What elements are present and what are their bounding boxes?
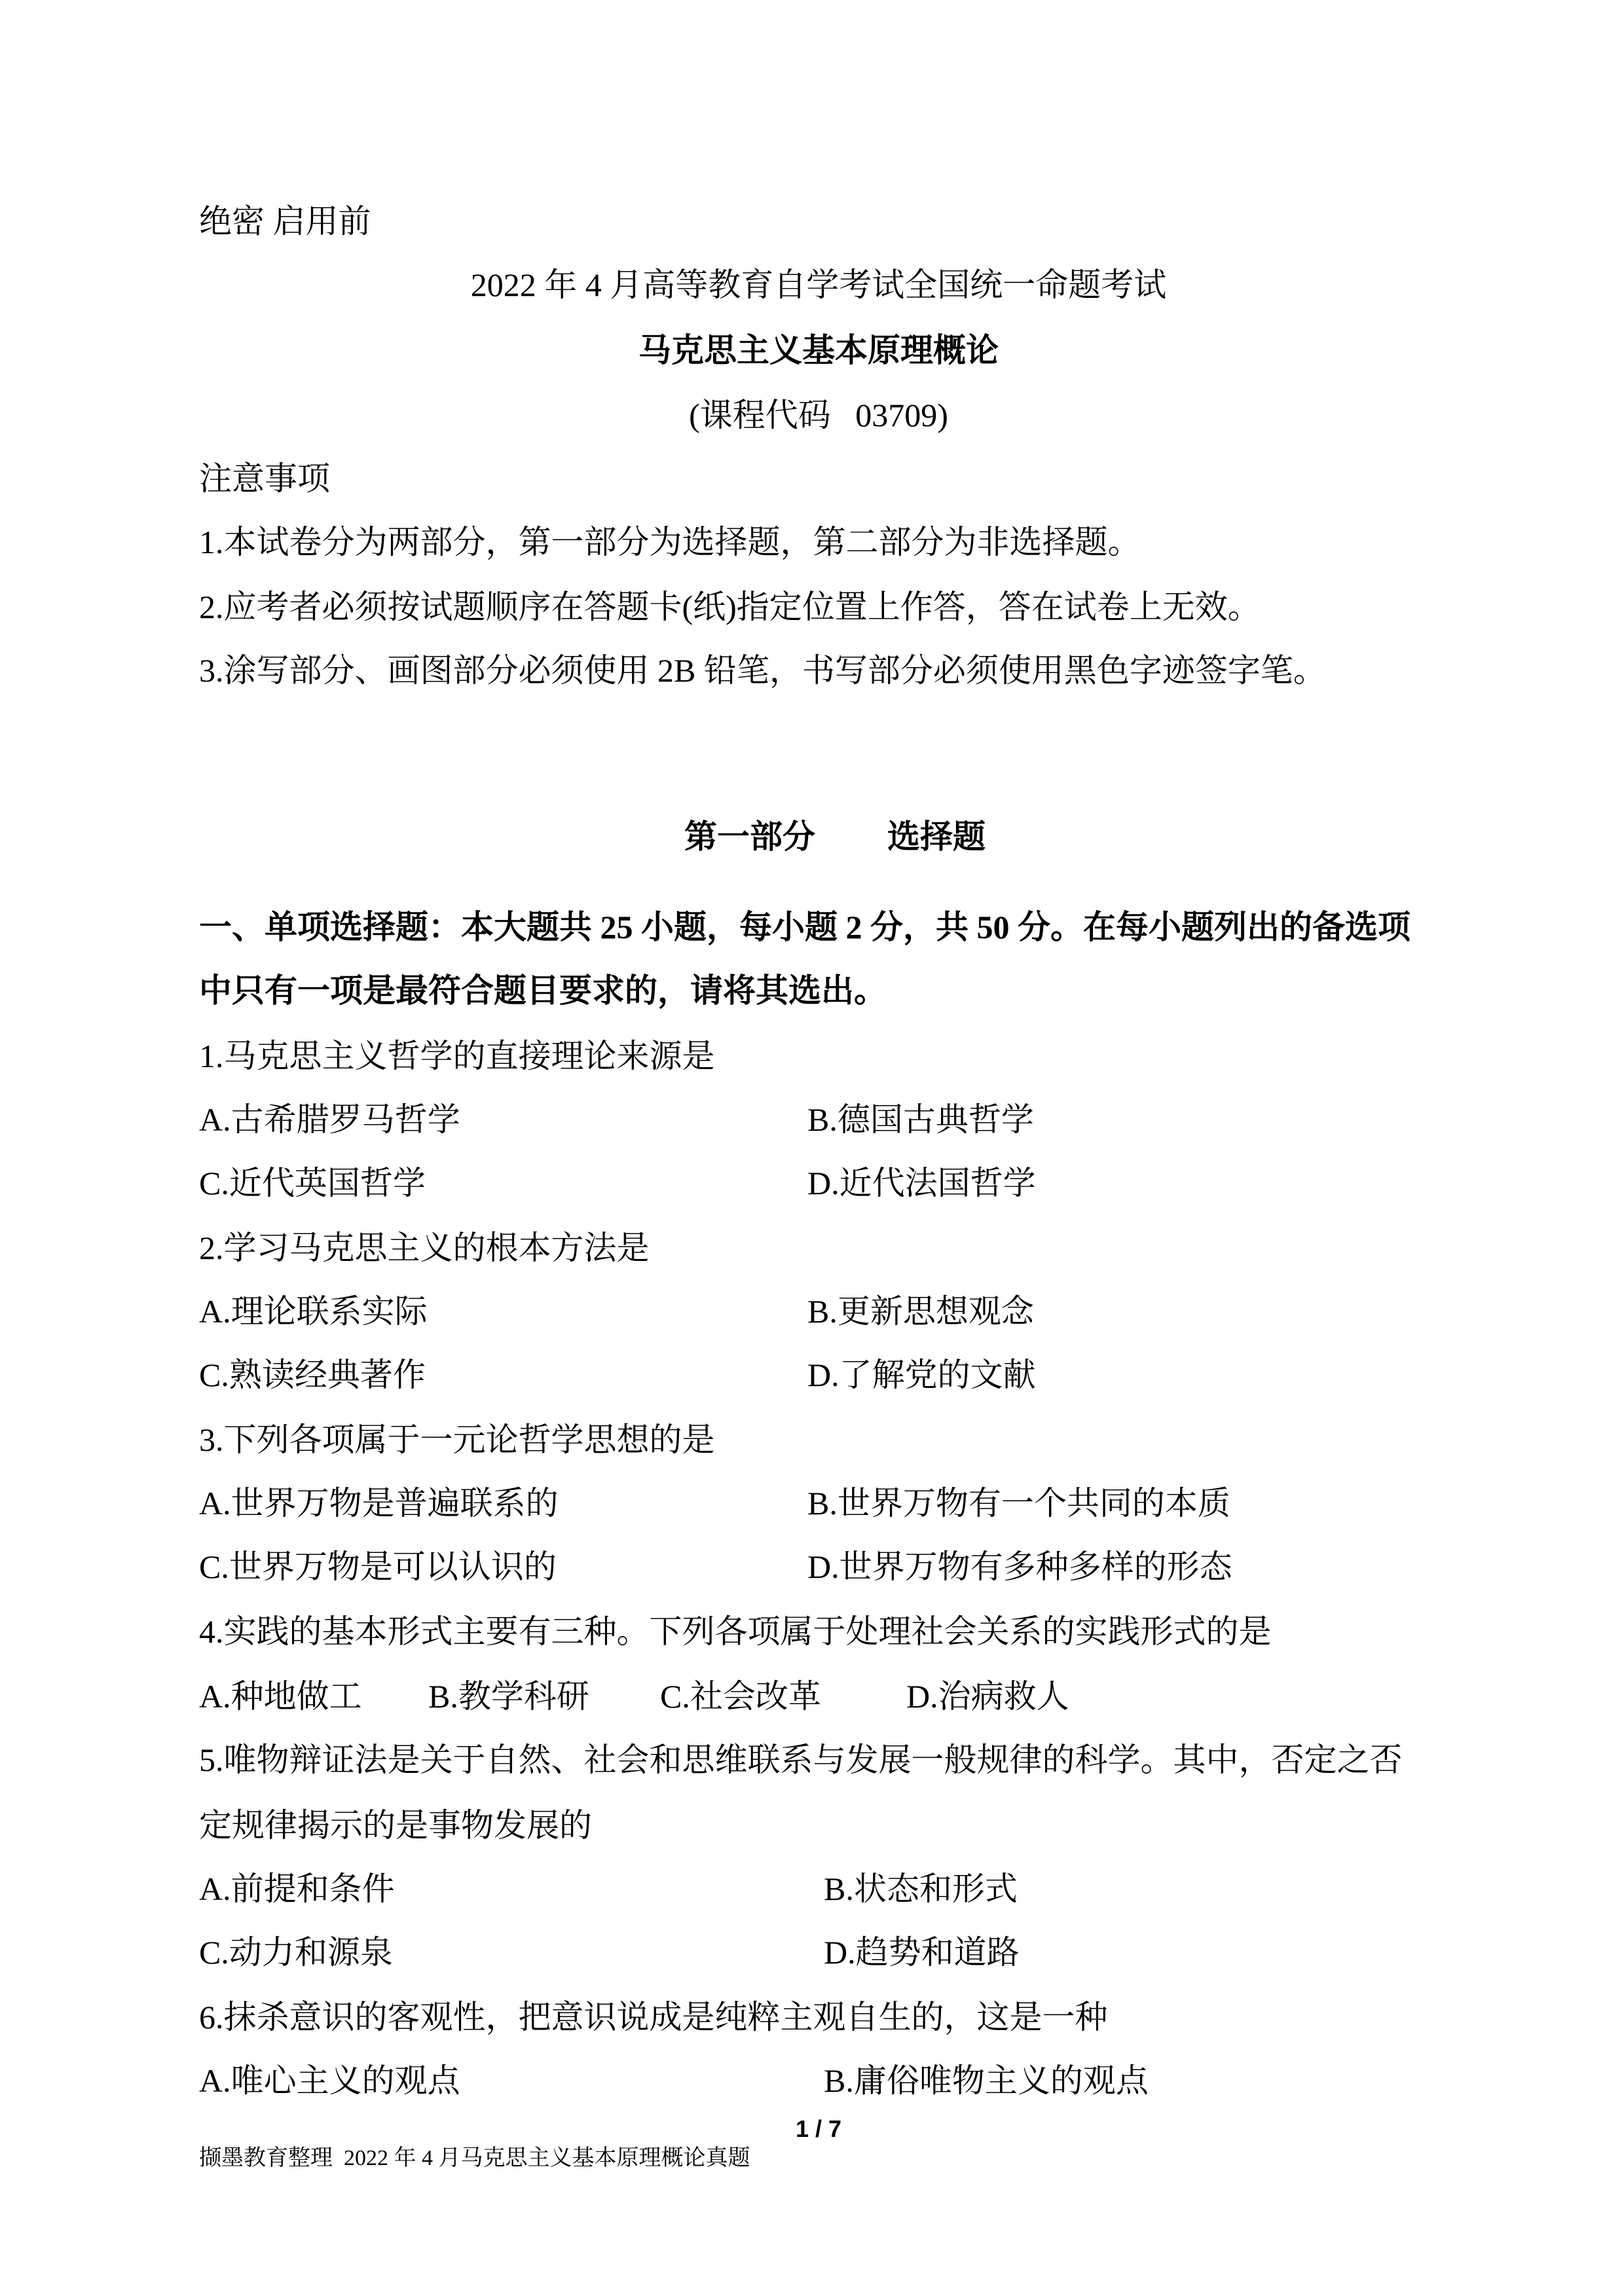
question-3-option-b: B.世界万物有一个共同的本质: [807, 1485, 1230, 1522]
question-3-stem: 3.下列各项属于一元论哲学思想的是: [199, 1421, 715, 1458]
part-name: 选择题: [887, 818, 986, 855]
question-6-stem: 6.抹杀意识的客观性，把意识说成是纯粹主观自生的，这是一种: [199, 1999, 1108, 2035]
question-1-stem: 1.马克思主义哲学的直接理论来源是: [199, 1038, 715, 1074]
question-1-option-d: D.近代法国哲学: [807, 1165, 1036, 1201]
question-3-option-d: D.世界万物有多种多样的形态: [807, 1548, 1232, 1585]
question-2-option-a: A.理论联系实际: [199, 1293, 428, 1330]
question-4-option-d: D.治病救人: [906, 1678, 1069, 1715]
question-2-option-b: B.更新思想观念: [807, 1293, 1034, 1330]
question-1-option-a: A.古希腊罗马哲学: [199, 1101, 460, 1138]
part-heading: [199, 778, 1438, 855]
question-6-option-b: B.庸俗唯物主义的观点: [824, 2062, 1149, 2099]
question-3-option-a: A.世界万物是普遍联系的: [199, 1485, 559, 1522]
confidentiality-mark: 绝密 启用前: [199, 203, 371, 240]
notice-title: 注意事项: [199, 460, 330, 497]
section-heading-line: 中只有一项是最符合题目要求的，请将其选出。: [199, 972, 887, 1009]
question-6-option-a: A.唯心主义的观点: [199, 2062, 460, 2099]
question-5-option-c: C.动力和源泉: [199, 1934, 393, 1971]
course-code: (课程代码 03709): [689, 397, 948, 433]
footer-note: 撷墨教育整理 2022 年 4 月马克思主义基本原理概论真题: [199, 2146, 750, 2170]
question-2-option-d: D.了解党的文献: [807, 1357, 1036, 1393]
course-name: 马克思主义基本原理概论: [638, 332, 999, 369]
question-4-option-c: C.社会改革: [660, 1678, 821, 1715]
question-4-stem: 4.实践的基本形式主要有三种。下列各项属于处理社会关系的实践形式的是: [199, 1613, 1272, 1650]
question-3-option-c: C.世界万物是可以认识的: [199, 1548, 557, 1585]
question-1-option-b: B.德国古典哲学: [807, 1101, 1034, 1138]
question-2-stem: 2.学习马克思主义的根本方法是: [199, 1230, 650, 1266]
question-1-option-c: C.近代英国哲学: [199, 1165, 426, 1201]
question-5-option-a: A.前提和条件: [199, 1870, 395, 1907]
question-5-stem: 5.唯物辩证法是关于自然、社会和思维联系与发展一般规律的科学。其中，否定之否: [199, 1741, 1403, 1778]
question-5-option-b: B.状态和形式: [824, 1870, 1018, 1907]
question-2-option-c: C.熟读经典著作: [199, 1357, 426, 1393]
question-4-option-b: B.教学科研: [428, 1678, 589, 1715]
exam-title: 2022 年 4 月高等教育自学考试全国统一命题考试: [470, 266, 1167, 303]
notice-item: 2.应考者必须按试题顺序在答题卡(纸)指定位置上作答，答在试卷上无效。: [199, 589, 1261, 625]
question-4-option-a: A.种地做工: [199, 1678, 362, 1715]
notice-item: 3.涂写部分、画图部分必须使用 2B 铅笔，书写部分必须使用黑色字迹签字笔。: [199, 652, 1326, 689]
question-5-stem-continued: 定规律揭示的是事物发展的: [199, 1807, 592, 1844]
part-label: 第一部分: [684, 818, 815, 855]
section-heading-line: 一、单项选择题：本大题共 25 小题，每小题 2 分，共 50 分。在每小题列出的备选项: [199, 909, 1411, 945]
notice-item: 1.本试卷分为两部分，第一部分为选择题，第二部分为非选择题。: [199, 524, 1141, 560]
question-5-option-d: D.趋势和道路: [824, 1934, 1020, 1971]
page-number: 1 / 7: [795, 2115, 842, 2142]
